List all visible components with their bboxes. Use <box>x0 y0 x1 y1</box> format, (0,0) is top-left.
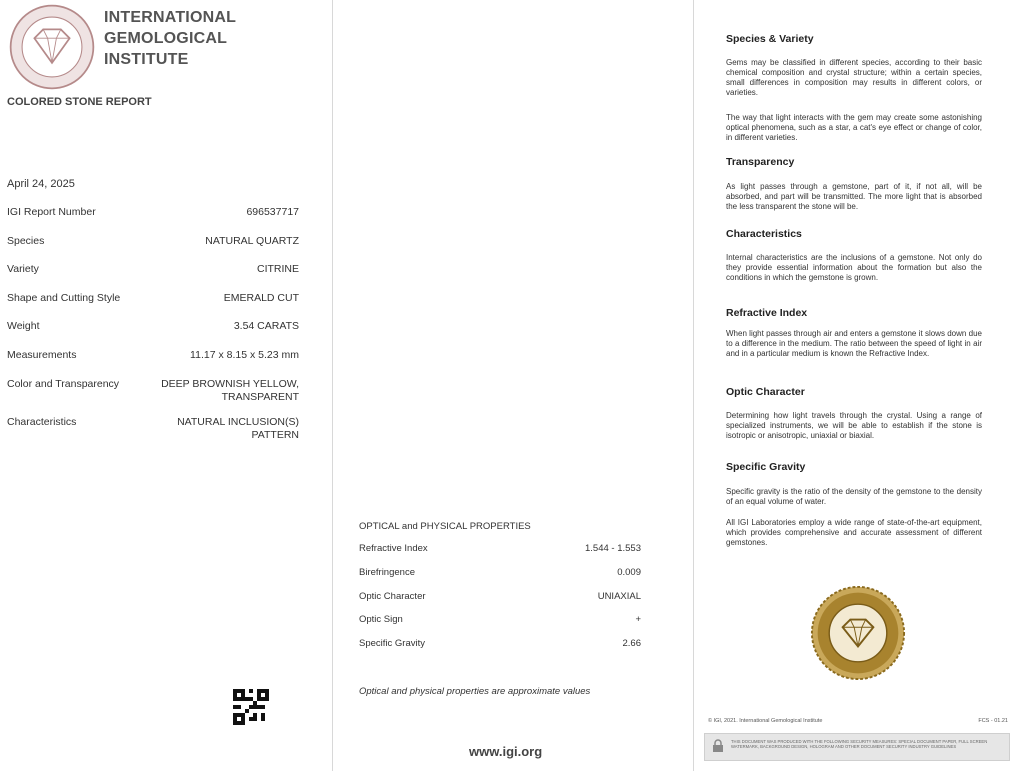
row-label: Characteristics <box>7 416 77 428</box>
property-label: Optic Character <box>359 591 426 602</box>
org-name-line1: INTERNATIONAL <box>104 9 237 26</box>
row-value: DEEP BROWNISH YELLOW, TRANSPARENT <box>161 378 299 403</box>
section-paragraph: Internal characteristics are the inclusions of a gemstone. Not only do they provide essential information about the formation but also the conditions in which the gemstone is grown. <box>726 253 982 282</box>
report-title: COLORED STONE REPORT <box>7 96 152 108</box>
properties-title: OPTICAL and PHYSICAL PROPERTIES <box>359 521 531 532</box>
section-heading: Species & Variety <box>726 33 814 45</box>
lock-icon <box>711 739 725 753</box>
property-value: UNIAXIAL <box>597 591 641 602</box>
property-value: 2.66 <box>622 638 641 649</box>
property-label: Refractive Index <box>359 543 428 554</box>
property-value: + <box>635 614 641 625</box>
igi-logo <box>8 3 96 91</box>
copyright-text: © IGI, 2021. International Gemological Institute <box>708 718 823 724</box>
org-name <box>104 7 236 70</box>
row-value: CITRINE <box>257 263 299 275</box>
qr-code[interactable] <box>233 689 269 725</box>
row-value: 696537717 <box>246 206 299 218</box>
section-paragraph: All IGI Laboratories employ a wide range of state-of-the-art equipment, which provides comprehensive and accurate assessment of different gemstones. <box>726 518 982 547</box>
security-notice <box>704 733 1010 761</box>
property-value: 0.009 <box>617 567 641 578</box>
property-value: 1.544 - 1.553 <box>585 543 641 554</box>
row-value: 3.54 CARATS <box>233 320 299 332</box>
report-date: April 24, 2025 <box>7 178 75 190</box>
form-code: FCS - 01.21 <box>978 718 1008 724</box>
section-heading: Optic Character <box>726 386 805 398</box>
info-panel <box>694 0 1024 771</box>
properties-note: Optical and physical properties are approximate values <box>359 686 591 697</box>
website-link[interactable]: www.igi.org <box>469 744 543 759</box>
section-paragraph: The way that light interacts with the gem may create some astonishing optical phenomena, such as a star, a cat's eye effect or change of color, in different varieties. <box>726 113 982 142</box>
section-heading: Specific Gravity <box>726 461 806 473</box>
section-paragraph: Specific gravity is the ratio of the density of the gemstone to the density of an equal volume of water. <box>726 487 982 506</box>
row-label: Measurements <box>7 349 77 361</box>
row-label: Color and Transparency <box>7 378 120 390</box>
org-name-line3: INSTITUTE <box>104 51 189 68</box>
properties-panel <box>333 0 693 771</box>
igi-gold-seal <box>810 585 906 681</box>
row-label: IGI Report Number <box>7 206 96 218</box>
org-name-line2: GEMOLOGICAL <box>104 30 228 47</box>
property-label: Optic Sign <box>359 614 403 625</box>
row-value: NATURAL QUARTZ <box>205 235 299 247</box>
report-front-panel <box>0 0 332 771</box>
property-label: Specific Gravity <box>359 638 425 649</box>
row-value: EMERALD CUT <box>223 292 299 304</box>
section-paragraph: Gems may be classified in different species, according to their basic chemical composition and crystal structure; within a certain species, small differences in composition may results in different colors, or varieties. <box>726 58 982 97</box>
row-label: Variety <box>7 263 39 275</box>
row-value: NATURAL INCLUSION(S) PATTERN <box>177 416 299 441</box>
section-paragraph: As light passes through a gemstone, part of it, if not all, will be absorbed, and part will be transmitted. The more light that is absorbed the less transparent the stone will be. <box>726 182 982 211</box>
row-label: Species <box>7 235 45 247</box>
security-text: THIS DOCUMENT WAS PRODUCED WITH THE FOLLOWING SECURITY MEASURES: SPECIAL DOCUMENT PAPER, FULL SCREEN WATERMARK, BACKGROUND DESIGN, HOLOGRAM AND OTHER DOCUMENT SECURITY INDUSTRY GUIDELINES <box>731 739 988 750</box>
section-heading: Refractive Index <box>726 307 808 319</box>
section-paragraph: When light passes through air and enters a gemstone it slows down due to a difference in the medium. The ratio between the speed of light in air and in a particular medium is known the Refractive Index. <box>726 329 982 358</box>
row-label: Shape and Cutting Style <box>7 292 121 304</box>
row-value: 11.17 x 8.15 x 5.23 mm <box>190 349 299 361</box>
section-paragraph: Determining how light travels through the crystal. Using a range of specialized instruments, we will be able to establish if the stone is isotropic or anisotropic, uniaxial or biaxial. <box>726 411 982 440</box>
row-label: Weight <box>7 320 40 332</box>
section-heading: Characteristics <box>726 228 802 240</box>
property-label: Birefringence <box>359 567 415 578</box>
section-heading: Transparency <box>726 156 795 168</box>
